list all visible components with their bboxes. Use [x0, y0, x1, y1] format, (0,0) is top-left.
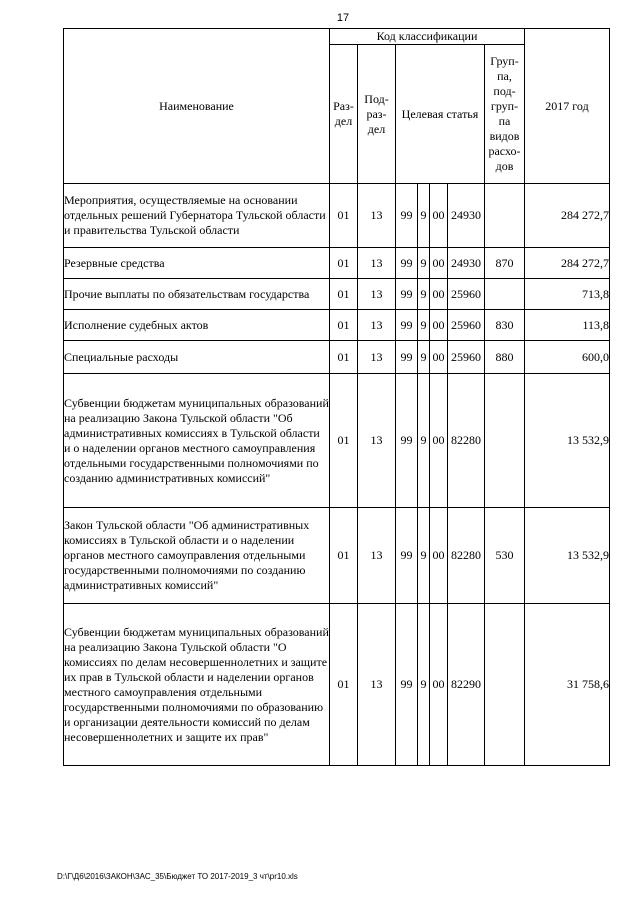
page-number: 17	[336, 12, 350, 24]
row-section: 01	[330, 279, 358, 310]
row-section: 01	[330, 184, 358, 248]
row-name: Исполнение судебных актов	[64, 310, 330, 341]
row-article-direction: 25960	[448, 341, 485, 374]
row-amount: 284 272,7	[525, 184, 610, 248]
row-article-subprogram: 9	[418, 279, 430, 310]
table-row	[64, 310, 610, 341]
table-row	[64, 374, 610, 508]
row-article-program: 99	[396, 508, 418, 604]
row-article-main: 00	[430, 310, 448, 341]
row-article-program: 99	[396, 341, 418, 374]
row-name: Субвенции бюджетам муниципальных образований на реализацию Закона Тульской области "Об административных комиссиях в Тульской области и о наделении органов местного самоуправления отдельными государственными полномочиями по созданию административных комиссий"	[64, 374, 330, 508]
row-amount: 13 532,9	[525, 374, 610, 508]
row-section: 01	[330, 248, 358, 279]
row-article-subprogram: 9	[418, 184, 430, 248]
row-section: 01	[330, 604, 358, 766]
header-row-top	[64, 29, 610, 45]
row-amount: 284 272,7	[525, 248, 610, 279]
row-amount: 600,0	[525, 341, 610, 374]
row-article-subprogram: 9	[418, 248, 430, 279]
row-subsection: 13	[358, 248, 396, 279]
row-article-subprogram: 9	[418, 508, 430, 604]
row-expense-group: 880	[485, 341, 525, 374]
row-article-direction: 24930	[448, 184, 485, 248]
table-row	[64, 184, 610, 248]
row-article-program: 99	[396, 374, 418, 508]
row-expense-group: 870	[485, 248, 525, 279]
row-expense-group	[485, 279, 525, 310]
row-article-program: 99	[396, 248, 418, 279]
row-name: Прочие выплаты по обязательствам государства	[64, 279, 330, 310]
row-section: 01	[330, 374, 358, 508]
row-article-program: 99	[396, 279, 418, 310]
column-header-target-article: Целевая статья	[396, 45, 485, 184]
row-name: Закон Тульской области "Об административных комиссиях в Тульской области и о наделении органов местного самоуправления отдельными государственными полномочиями по созданию административных комиссий"	[64, 508, 330, 604]
column-header-expense-group: Груп- па, под- груп- па видов расхо- дов	[485, 45, 525, 184]
table-row	[64, 604, 610, 766]
row-expense-group: 830	[485, 310, 525, 341]
row-article-direction: 24930	[448, 248, 485, 279]
row-article-subprogram: 9	[418, 341, 430, 374]
footer-file-path: D:\Г\Д6\2016\ЗАКОН\ЗАС_35\Бюджет ТО 2017-2019_3 чт\pr10.xls	[57, 872, 298, 881]
row-article-main: 00	[430, 374, 448, 508]
row-article-main: 00	[430, 248, 448, 279]
column-header-year: 2017 год	[525, 29, 610, 184]
row-subsection: 13	[358, 310, 396, 341]
row-expense-group	[485, 184, 525, 248]
row-section: 01	[330, 508, 358, 604]
row-article-direction: 82290	[448, 604, 485, 766]
row-article-subprogram: 9	[418, 604, 430, 766]
row-article-program: 99	[396, 604, 418, 766]
row-subsection: 13	[358, 374, 396, 508]
row-article-main: 00	[430, 604, 448, 766]
row-expense-group	[485, 604, 525, 766]
row-subsection: 13	[358, 184, 396, 248]
row-subsection: 13	[358, 341, 396, 374]
row-subsection: 13	[358, 279, 396, 310]
column-header-code: Код классификации	[330, 29, 525, 45]
row-name: Мероприятия, осуществляемые на основании отдельных решений Губернатора Тульской области и правительства Тульской области	[64, 184, 330, 248]
column-header-name: Наименование	[64, 29, 330, 184]
row-article-direction: 82280	[448, 374, 485, 508]
row-article-program: 99	[396, 184, 418, 248]
row-expense-group: 530	[485, 508, 525, 604]
table-row	[64, 248, 610, 279]
row-name: Резервные средства	[64, 248, 330, 279]
row-article-direction: 25960	[448, 279, 485, 310]
row-article-main: 00	[430, 279, 448, 310]
row-subsection: 13	[358, 508, 396, 604]
row-expense-group	[485, 374, 525, 508]
column-header-section: Раз- дел	[330, 45, 358, 184]
budget-table	[63, 28, 610, 766]
row-article-subprogram: 9	[418, 310, 430, 341]
row-name: Специальные расходы	[64, 341, 330, 374]
row-section: 01	[330, 341, 358, 374]
row-amount: 713,8	[525, 279, 610, 310]
table-row	[64, 341, 610, 374]
row-name: Субвенции бюджетам муниципальных образований на реализацию Закона Тульской области "О комиссиях по делам несовершеннолетних и защите их прав в Тульской области и наделении органов местного самоуправления отдельными государственными полномочиями по образованию и организации деятельности комиссий по делам несовершеннолетних и защите их прав"	[64, 604, 330, 766]
row-article-subprogram: 9	[418, 374, 430, 508]
row-article-main: 00	[430, 508, 448, 604]
row-section: 01	[330, 310, 358, 341]
table-row	[64, 508, 610, 604]
row-amount: 13 532,9	[525, 508, 610, 604]
row-article-main: 00	[430, 184, 448, 248]
row-subsection: 13	[358, 604, 396, 766]
column-header-subsection: Под- раз- дел	[358, 45, 396, 184]
row-amount: 113,8	[525, 310, 610, 341]
row-article-program: 99	[396, 310, 418, 341]
row-article-direction: 82280	[448, 508, 485, 604]
row-amount: 31 758,6	[525, 604, 610, 766]
row-article-main: 00	[430, 341, 448, 374]
table-row	[64, 279, 610, 310]
table-body	[64, 184, 610, 766]
row-article-direction: 25960	[448, 310, 485, 341]
